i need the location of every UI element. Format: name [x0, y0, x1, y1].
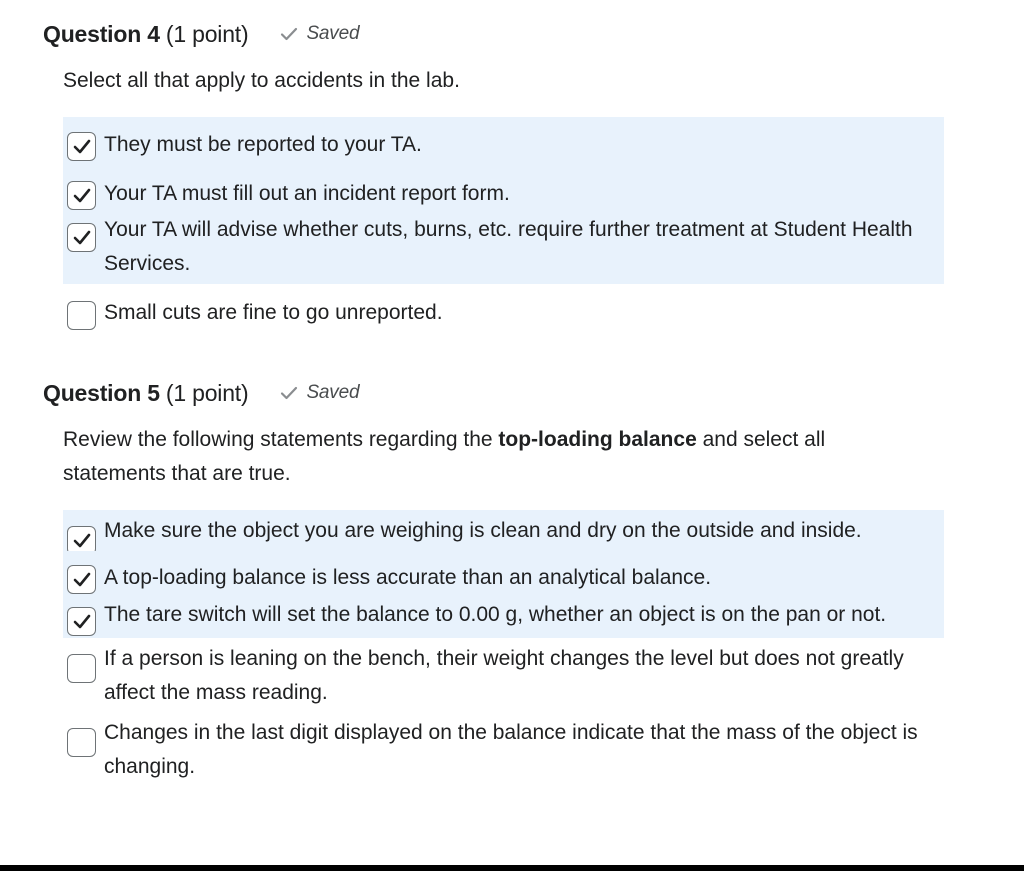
option-label: Your TA will advise whether cuts, burns, etc. require further treatment at Student Health Services. — [104, 218, 913, 275]
saved-label: Saved — [306, 23, 360, 44]
saved-label: Saved — [306, 382, 360, 403]
checkbox-checked-icon[interactable] — [67, 223, 96, 252]
prompt-text: and select all statements that are true. — [63, 428, 826, 485]
question-5-points: (1 point) — [165, 380, 249, 406]
question-5-option-1[interactable] — [63, 510, 944, 551]
question-4-option-2[interactable] — [63, 169, 944, 211]
question-4-header — [43, 20, 359, 48]
question-4-option-1[interactable] — [63, 117, 944, 169]
checkbox-unchecked-icon[interactable] — [67, 728, 96, 757]
option-label: Small cuts are fine to go unreported. — [104, 301, 443, 324]
question-4-option-3[interactable] — [63, 211, 944, 284]
option-label: The tare switch will set the balance to 0.00 g, whether an object is on the pan or not. — [104, 603, 887, 626]
question-4-points: (1 point) — [165, 21, 249, 47]
question-5-option-5[interactable] — [63, 710, 944, 784]
question-4-option-4[interactable] — [63, 284, 944, 330]
question-5-option-2[interactable] — [63, 551, 944, 595]
option-label: A top-loading balance is less accurate than an analytical balance. — [104, 566, 712, 589]
bottom-divider — [0, 865, 1024, 871]
option-label: Your TA must fill out an incident report form. — [104, 182, 510, 205]
checkbox-unchecked-icon[interactable] — [67, 301, 96, 330]
option-label: They must be reported to your TA. — [104, 133, 422, 156]
option-label: If a person is leaning on the bench, their weight changes the level but does not greatly affect the mass reading. — [104, 647, 904, 704]
checkbox-unchecked-icon[interactable] — [67, 654, 96, 683]
question-5-title: Question 5 — [43, 380, 160, 406]
question-4-title: Question 4 — [43, 21, 160, 47]
question-5-saved-status — [280, 379, 359, 407]
option-label: Make sure the object you are weighing is clean and dry on the outside and inside. — [104, 519, 862, 542]
check-icon — [280, 27, 298, 41]
checkbox-checked-icon[interactable] — [67, 181, 96, 210]
check-icon — [280, 386, 298, 400]
question-4-options — [63, 117, 944, 330]
checkbox-checked-icon[interactable] — [67, 132, 96, 161]
checkbox-checked-icon[interactable] — [67, 565, 96, 594]
prompt-text: Review the following statements regarding the — [63, 428, 499, 451]
question-5-options — [63, 510, 944, 784]
question-5-option-4[interactable] — [63, 638, 944, 710]
checkbox-checked-icon[interactable] — [67, 607, 96, 636]
option-label: Changes in the last digit displayed on the balance indicate that the mass of the object is changing. — [104, 721, 918, 778]
question-4-prompt: Select all that apply to accidents in the lab. — [63, 69, 460, 92]
question-5-prompt — [63, 423, 923, 491]
question-4-saved-status — [280, 20, 359, 48]
prompt-emphasis: top-loading balance — [498, 428, 697, 451]
question-5-option-3[interactable] — [63, 595, 944, 638]
question-5-header — [43, 379, 359, 407]
